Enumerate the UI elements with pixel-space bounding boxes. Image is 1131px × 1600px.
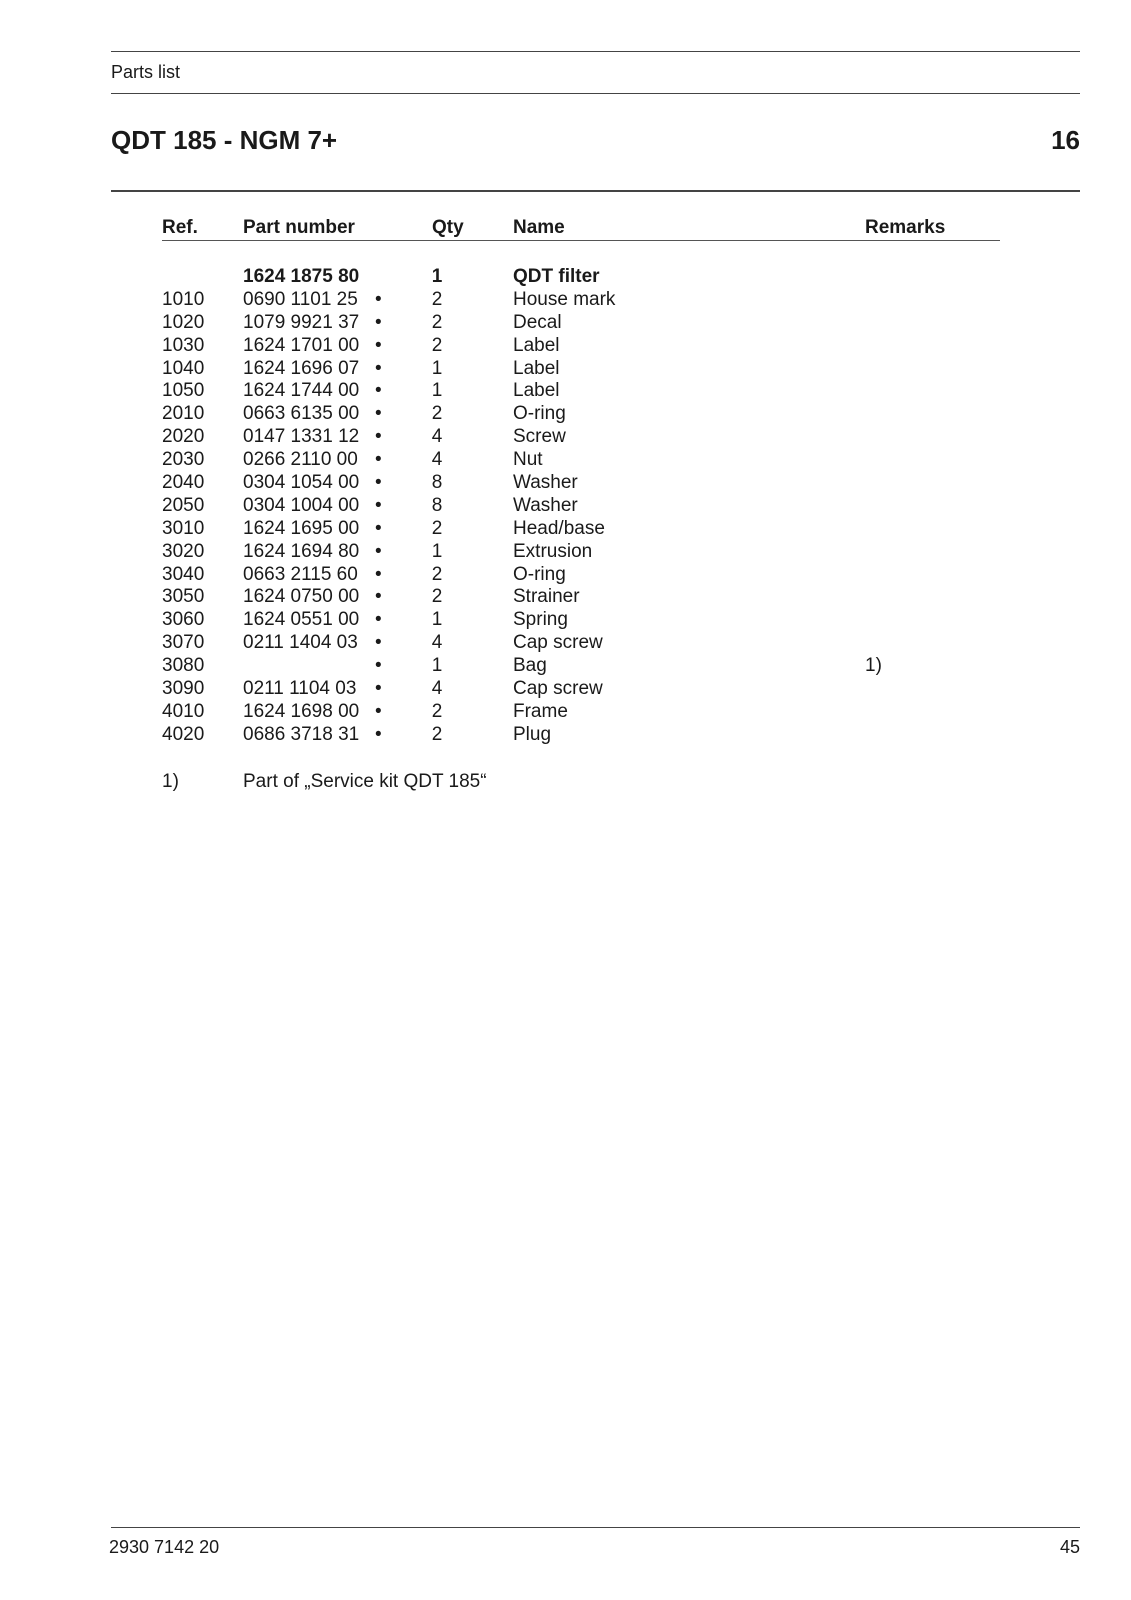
bullet-cell: • (375, 357, 382, 379)
bullet-cell: • (375, 655, 382, 677)
table-row (0, 266, 1131, 289)
part-number-cell: 1624 1701 00 (243, 334, 360, 356)
bullet-cell: • (375, 494, 382, 516)
name-cell: Screw (513, 426, 566, 448)
table-row (0, 495, 1131, 518)
part-number-cell: 0663 6135 00 (243, 403, 360, 425)
name-cell: Washer (513, 494, 578, 516)
footnote-text: Part of „Service kit QDT 185“ (243, 771, 487, 792)
qty-cell: 2 (431, 311, 443, 333)
column-header-part-number: Part number (243, 217, 355, 238)
bullet-cell: • (375, 700, 382, 722)
name-cell: Washer (513, 472, 578, 494)
qty-cell: 8 (431, 494, 443, 516)
ref-cell: 1020 (162, 311, 205, 333)
name-cell: Nut (513, 449, 543, 471)
qty-cell: 2 (431, 586, 443, 608)
ref-cell: 4010 (162, 700, 205, 722)
name-cell: O-ring (513, 403, 566, 425)
ref-cell: 1040 (162, 357, 205, 379)
part-number-cell: 1079 9921 37 (243, 311, 360, 333)
name-cell: Bag (513, 655, 547, 677)
part-number-cell: 1624 1698 00 (243, 700, 360, 722)
table-row (0, 609, 1131, 632)
qty-cell: 4 (431, 632, 443, 654)
qty-cell: 4 (431, 449, 443, 471)
table-row (0, 564, 1131, 587)
name-cell: Decal (513, 311, 562, 333)
bullet-cell: • (375, 517, 382, 539)
part-number-cell: 0211 1404 03 (243, 632, 358, 654)
bullet-cell: • (375, 563, 382, 585)
ref-cell: 3020 (162, 540, 205, 562)
ref-cell: 3080 (162, 655, 205, 677)
part-number-cell: 0663 2115 60 (243, 563, 358, 585)
bullet-cell: • (375, 609, 382, 631)
qty-cell: 4 (431, 426, 443, 448)
name-cell: Label (513, 380, 560, 402)
part-number-cell: 1624 0750 00 (243, 586, 360, 608)
name-cell: Strainer (513, 586, 580, 608)
ref-cell: 2020 (162, 426, 205, 448)
qty-cell: 2 (431, 563, 443, 585)
ref-cell: 2030 (162, 449, 205, 471)
footnote-marker: 1) (162, 771, 179, 792)
name-cell: Spring (513, 609, 568, 631)
name-cell: O-ring (513, 563, 566, 585)
column-header-ref: Ref. (162, 217, 198, 238)
document-number: 2930 7142 20 (109, 1537, 220, 1557)
ref-cell: 4020 (162, 723, 205, 745)
table-row (0, 632, 1131, 655)
ref-cell: 2040 (162, 472, 205, 494)
part-number-cell: 0147 1331 12 (243, 426, 360, 448)
ref-cell: 3040 (162, 563, 205, 585)
part-number-cell: 1624 0551 00 (243, 609, 360, 631)
qty-cell: 2 (431, 517, 443, 539)
qty-cell: 2 (431, 723, 443, 745)
table-row (0, 403, 1131, 426)
bullet-cell: • (375, 632, 382, 654)
ref-cell: 3070 (162, 632, 205, 654)
qty-cell: 1 (431, 540, 443, 562)
bullet-cell: • (375, 586, 382, 608)
name-cell: Extrusion (513, 540, 593, 562)
table-row (0, 426, 1131, 449)
part-number-cell: 0266 2110 00 (243, 449, 358, 471)
top-rule (111, 51, 1080, 52)
table-row (0, 678, 1131, 701)
ref-cell: 1050 (162, 380, 205, 402)
part-number-cell: 0690 1101 25 (243, 288, 358, 310)
bullet-cell: • (375, 449, 382, 471)
ref-cell: 2050 (162, 494, 205, 516)
name-cell: Label (513, 357, 560, 379)
running-header: Parts list (111, 62, 181, 82)
table-row (0, 380, 1131, 403)
ref-cell: 2010 (162, 403, 205, 425)
qty-cell: 1 (431, 357, 443, 379)
table-row (0, 472, 1131, 495)
ref-cell: 1010 (162, 288, 205, 310)
bullet-cell: • (375, 678, 382, 700)
bullet-cell: • (375, 288, 382, 310)
column-header-remarks: Remarks (865, 217, 946, 238)
qty-cell: 1 (431, 266, 443, 287)
footer-rule (111, 1527, 1080, 1528)
part-number-cell: 0304 1004 00 (243, 494, 360, 516)
ref-cell: 3050 (162, 586, 205, 608)
name-cell: QDT filter (513, 266, 600, 287)
table-row (0, 518, 1131, 541)
bullet-cell: • (375, 403, 382, 425)
column-header-name: Name (513, 217, 565, 238)
bullet-cell: • (375, 540, 382, 562)
part-number-cell: 0304 1054 00 (243, 472, 360, 494)
table-row (0, 289, 1131, 312)
part-number-cell: 0686 3718 31 (243, 723, 360, 745)
table-row (0, 701, 1131, 724)
name-cell: Head/base (513, 517, 605, 539)
header-rule (111, 93, 1080, 94)
part-number-cell: 1624 1695 00 (243, 517, 360, 539)
table-row (0, 358, 1131, 381)
page-title: QDT 185 - NGM 7+ (111, 125, 338, 155)
table-row (0, 335, 1131, 358)
name-cell: Label (513, 334, 560, 356)
qty-cell: 1 (431, 609, 443, 631)
part-number-cell: 1624 1696 07 (243, 357, 360, 379)
bullet-cell: • (375, 380, 382, 402)
qty-cell: 1 (431, 380, 443, 402)
part-number-cell: 1624 1694 80 (243, 540, 360, 562)
section-number: 16 (1051, 125, 1080, 155)
ref-cell: 3010 (162, 517, 205, 539)
qty-cell: 4 (431, 678, 443, 700)
ref-cell: 1030 (162, 334, 205, 356)
table-row (0, 449, 1131, 472)
qty-cell: 2 (431, 700, 443, 722)
name-cell: Cap screw (513, 632, 603, 654)
column-header-qty: Qty (432, 217, 464, 238)
part-number-cell: 1624 1875 80 (243, 266, 360, 287)
table-row (0, 724, 1131, 747)
table-body (0, 266, 1131, 747)
bullet-cell: • (375, 426, 382, 448)
bullet-cell: • (375, 334, 382, 356)
part-number-cell: 0211 1104 03 (243, 678, 357, 700)
bullet-cell: • (375, 311, 382, 333)
qty-cell: 2 (431, 288, 443, 310)
table-row (0, 586, 1131, 609)
ref-cell: 3090 (162, 678, 205, 700)
table-header-rule (162, 240, 1000, 241)
qty-cell: 2 (431, 403, 443, 425)
table-row (0, 541, 1131, 564)
page-number: 45 (1059, 1537, 1080, 1557)
bullet-cell: • (375, 472, 382, 494)
name-cell: Cap screw (513, 678, 603, 700)
table-row (0, 312, 1131, 335)
qty-cell: 8 (431, 472, 443, 494)
ref-cell: 3060 (162, 609, 205, 631)
name-cell: Plug (513, 723, 552, 745)
bullet-cell: • (375, 723, 382, 745)
title-rule (111, 190, 1080, 192)
table-row (0, 655, 1131, 678)
part-number-cell: 1624 1744 00 (243, 380, 360, 402)
qty-cell: 2 (431, 334, 443, 356)
name-cell: House mark (513, 288, 616, 310)
qty-cell: 1 (431, 655, 443, 677)
remarks-cell: 1) (865, 655, 882, 677)
name-cell: Frame (513, 700, 568, 722)
